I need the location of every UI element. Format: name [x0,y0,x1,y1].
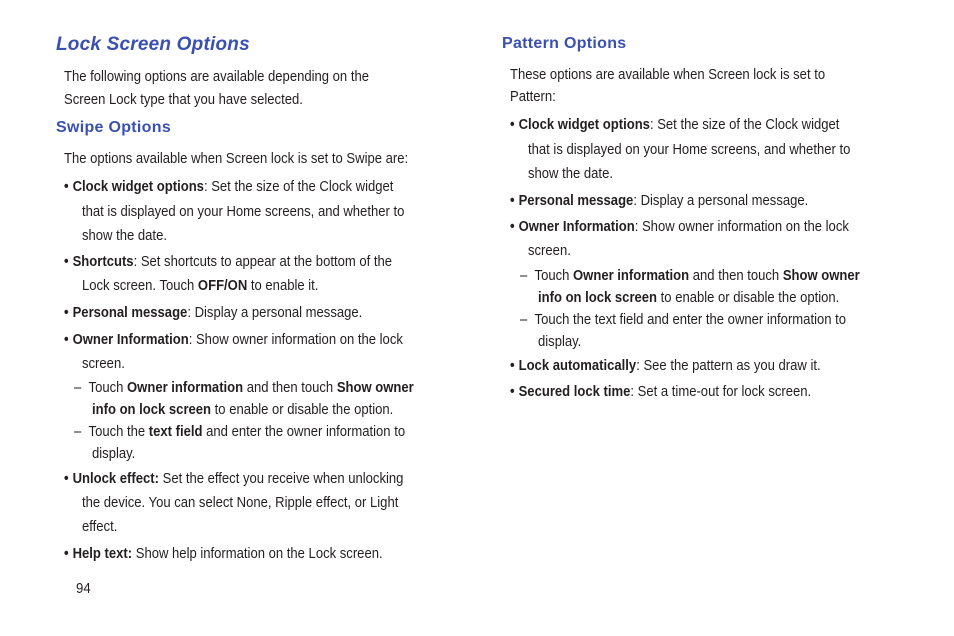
sub-item-owner-info-toggle: – Touch Owner information and then touch Show owner [520,267,860,284]
bullet-icon: • [510,383,515,400]
bullet-icon: • [510,357,515,374]
bullet-icon: • [64,178,69,195]
bullet-icon: • [64,470,69,487]
dash-icon: – [520,267,528,284]
dash-icon: – [520,311,528,328]
bullet-icon: • [64,304,69,321]
list-item-personal-message: • Personal message: Display a personal message. [510,189,808,213]
list-item-lock-automatically: • Lock automatically: See the pattern as you draw it. [510,354,821,378]
list-item-personal-message: • Personal message: Display a personal message. [64,301,362,325]
bullet-icon: • [64,253,69,270]
list-item-continuation: show the date. [528,165,613,182]
intro-line-2: Screen Lock type that you have selected. [64,91,303,108]
list-item-help-text: • Help text: Show help information on the Lock screen. [64,542,383,566]
bullet-icon: • [510,116,515,133]
list-item-clock-widget: • Clock widget options: Set the size of the Clock widget [510,113,839,137]
list-item-shortcuts: • Shortcuts: Set shortcuts to appear at the bottom of the [64,250,392,274]
sub-item-text-field: – Touch the text field and enter the owner information to [74,423,406,440]
bullet-icon: • [64,545,69,562]
sub-item-continuation: display. [538,333,582,350]
list-item-owner-information: • Owner Information: Show owner information on the lock [64,328,403,352]
swipe-options-heading: Swipe Options [56,119,172,136]
list-item-unlock-effect: • Unlock effect: Set the effect you receive when unlocking [64,467,403,491]
page-title: Lock Screen Options [56,34,250,55]
list-item-continuation: that is displayed on your Home screens, and whether to [528,141,851,158]
bullet-icon: • [510,218,515,235]
sub-item-continuation: info on lock screen to enable or disable the option. [538,289,840,306]
bullet-icon: • [64,331,69,348]
sub-item-owner-info-toggle: – Touch Owner information and then touch Show owner [74,379,414,396]
list-item-owner-information: • Owner Information: Show owner information on the lock [510,215,849,239]
bullet-icon: • [510,192,515,209]
list-item-continuation: Lock screen. Touch OFF/ON to enable it. [82,277,319,294]
list-item-secured-lock-time: • Secured lock time: Set a time-out for lock screen. [510,380,811,404]
sub-item-continuation: info on lock screen to enable or disable the option. [92,401,394,418]
list-item-clock-widget: • Clock widget options: Set the size of the Clock widget [64,175,393,199]
list-item-continuation: the device. You can select None, Ripple effect, or Light [82,494,399,511]
sub-item-continuation: display. [92,445,136,462]
list-item-continuation: effect. [82,518,118,535]
list-item-continuation: show the date. [82,227,167,244]
dash-icon: – [74,423,82,440]
list-item-continuation: screen. [528,242,571,259]
pattern-intro-line-2: Pattern: [510,88,556,105]
page-number: 94 [76,580,91,597]
list-item-continuation: that is displayed on your Home screens, and whether to [82,203,405,220]
list-item-continuation: screen. [82,355,125,372]
intro-line-1: The following options are available depending on the [64,68,369,85]
dash-icon: – [74,379,82,396]
pattern-options-heading: Pattern Options [502,35,627,52]
swipe-intro: The options available when Screen lock is set to Swipe are: [64,150,409,167]
pattern-intro-line-1: These options are available when Screen lock is set to [510,66,826,83]
sub-item-text-field: – Touch the text field and enter the owner information to [520,311,847,328]
